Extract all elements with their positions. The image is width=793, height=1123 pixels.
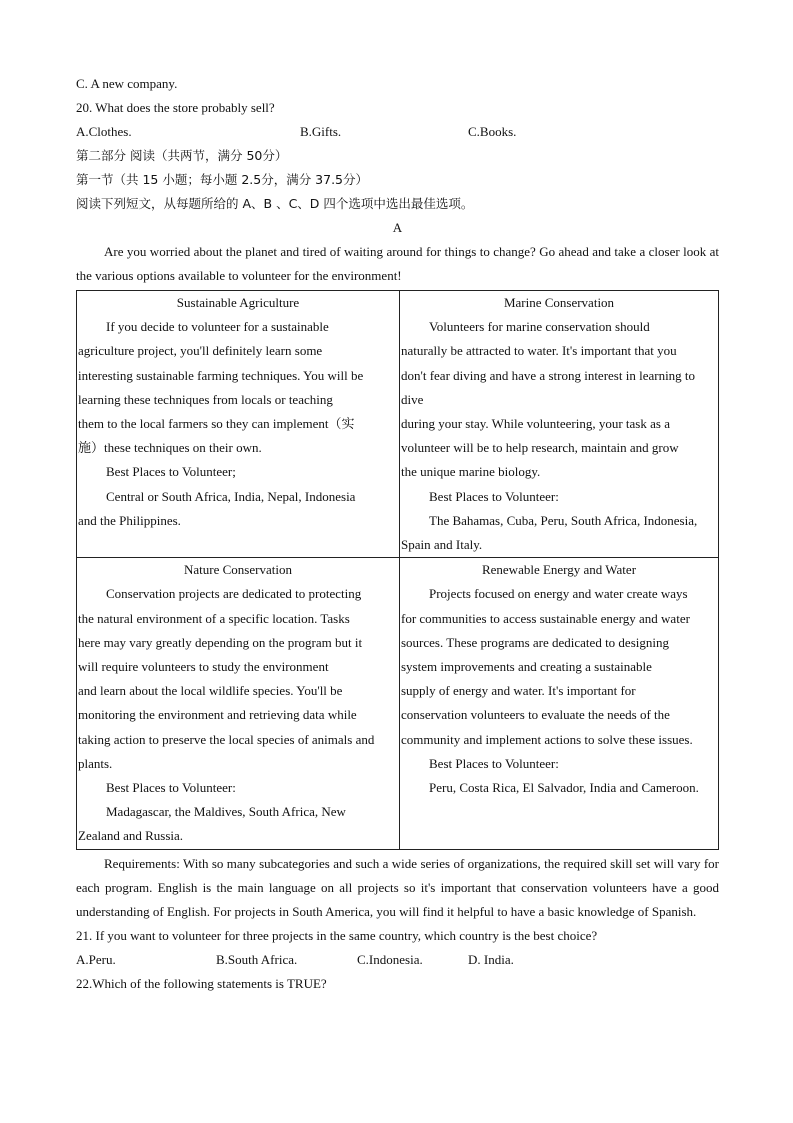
q20-option-a: A.Clothes.: [76, 124, 132, 139]
cell-text: naturally be attracted to water. It's important that you: [401, 343, 677, 359]
cell-text: dive: [401, 391, 424, 407]
cell-text: don't fear diving and have a strong interest in learning to: [401, 367, 696, 383]
q21-option-c: C.Indonesia.: [357, 951, 423, 967]
part-title: 第二部分 阅读（共两节，满分 50分）: [76, 148, 288, 163]
q19-option-c: C. A new company.: [76, 76, 178, 91]
cell-text: for communities to access sustainable energy and water: [401, 610, 690, 626]
q21-options: [76, 948, 719, 972]
cell-text: the natural environment of a specific location. Tasks: [78, 610, 350, 626]
instruction: 阅读下列短文，从每题所给的 A、B 、C、D 四个选项中选出最佳选项。: [76, 196, 474, 211]
passage-intro: Are you worried about the planet and tired of waiting around for things to change? Go ahead and take a closer look at the various options available to volunteer for the environment!: [76, 244, 719, 283]
cell-text: community and implement actions to solve these issues.: [401, 731, 693, 747]
q20-option-b: B.Gifts.: [300, 124, 342, 139]
places-label: Best Places to Volunteer:: [106, 780, 236, 796]
cell-text: during your stay. While volunteering, your task as a: [401, 416, 670, 432]
cell-text: will require volunteers to study the environment: [78, 659, 329, 675]
places-label: Best Places to Volunteer;: [106, 464, 236, 480]
places-text: Zealand and Russia.: [78, 828, 184, 844]
requirements-paragraph: Requirements: With so many subcategories and such a wide series of organizations, the required skill set will vary for each program. English is the main language on all projects so it's important that conservation volunteers have a good understanding of English. For projects in South America, you will find it helpful to have a basic knowledge of Spanish.: [76, 855, 719, 919]
places-text: Peru, Costa Rica, El Salvador, India and Cameroon.: [429, 780, 699, 796]
cell-text: the unique marine biology.: [401, 464, 541, 480]
cell-text: volunteer will be to help research, maintain and grow: [401, 440, 679, 456]
cell-sustainable-agriculture: [77, 291, 400, 558]
cell-title: Sustainable Agriculture: [176, 295, 300, 310]
q22-question: 22.Which of the following statements is TRUE?: [76, 975, 327, 991]
cell-text: here may vary greatly depending on the program but it: [78, 634, 363, 650]
places-label: Best Places to Volunteer:: [429, 488, 559, 504]
cell-text: plants.: [78, 755, 113, 771]
cell-text: sources. These programs are dedicated to designing: [401, 634, 669, 650]
cell-text: interesting sustainable farming techniques. You will be: [78, 367, 364, 383]
cell-text: and learn about the local wildlife species. You'll be: [78, 683, 343, 699]
cell-text: Volunteers for marine conservation should: [429, 319, 650, 335]
cell-title: Nature Conservation: [184, 562, 292, 578]
cell-text: them to the local farmers so they can implement（实: [78, 416, 355, 432]
q20-option-c: C.Books.: [468, 124, 517, 139]
places-text: Spain and Italy.: [401, 537, 483, 553]
cell-text: supply of energy and water. It's important for: [401, 683, 636, 699]
q20-options: [76, 120, 719, 144]
exam-page: [76, 72, 719, 996]
passage-label: A: [392, 220, 403, 235]
cell-text: 施）these techniques on their own.: [78, 440, 262, 456]
cell-marine-conservation: [400, 291, 719, 558]
places-text: Madagascar, the Maldives, South Africa, New: [106, 804, 346, 820]
q21-option-b: B.South Africa.: [216, 951, 298, 967]
cell-nature-conservation: [77, 558, 400, 849]
cell-text: monitoring the environment and retrieving data while: [78, 707, 357, 723]
cell-text: taking action to preserve the local species of animals and: [78, 731, 375, 747]
places-text: The Bahamas, Cuba, Peru, South Africa, Indonesia,: [429, 512, 698, 528]
places-text: and the Philippines.: [78, 512, 181, 528]
places-label: Best Places to Volunteer:: [429, 755, 559, 771]
cell-text: If you decide to volunteer for a sustainable: [106, 319, 329, 335]
cell-text: learning these techniques from locals or teaching: [78, 391, 333, 407]
cell-text: conservation volunteers to evaluate the needs of the: [401, 707, 670, 723]
section-subtitle: 第一节（共 15 小题；每小题 2.5分，满分 37.5分）: [76, 172, 369, 187]
q21-question: 21. If you want to volunteer for three projects in the same country, which country is the best choice?: [76, 927, 598, 943]
q20-question: 20. What does the store probably sell?: [76, 100, 275, 115]
volunteer-table: [76, 290, 719, 850]
cell-text: system improvements and creating a sustainable: [401, 659, 652, 675]
q21-option-a: A.Peru.: [76, 951, 116, 967]
places-text: Central or South Africa, India, Nepal, Indonesia: [106, 488, 356, 504]
cell-title: Marine Conservation: [503, 295, 615, 310]
cell-renewable-energy: [400, 558, 719, 849]
cell-title: Renewable Energy and Water: [481, 562, 637, 578]
cell-text: agriculture project, you'll definitely learn some: [78, 343, 323, 359]
cell-text: Conservation projects are dedicated to protecting: [106, 586, 362, 602]
cell-text: Projects focused on energy and water create ways: [429, 586, 688, 602]
q21-option-d: D. India.: [468, 951, 514, 967]
